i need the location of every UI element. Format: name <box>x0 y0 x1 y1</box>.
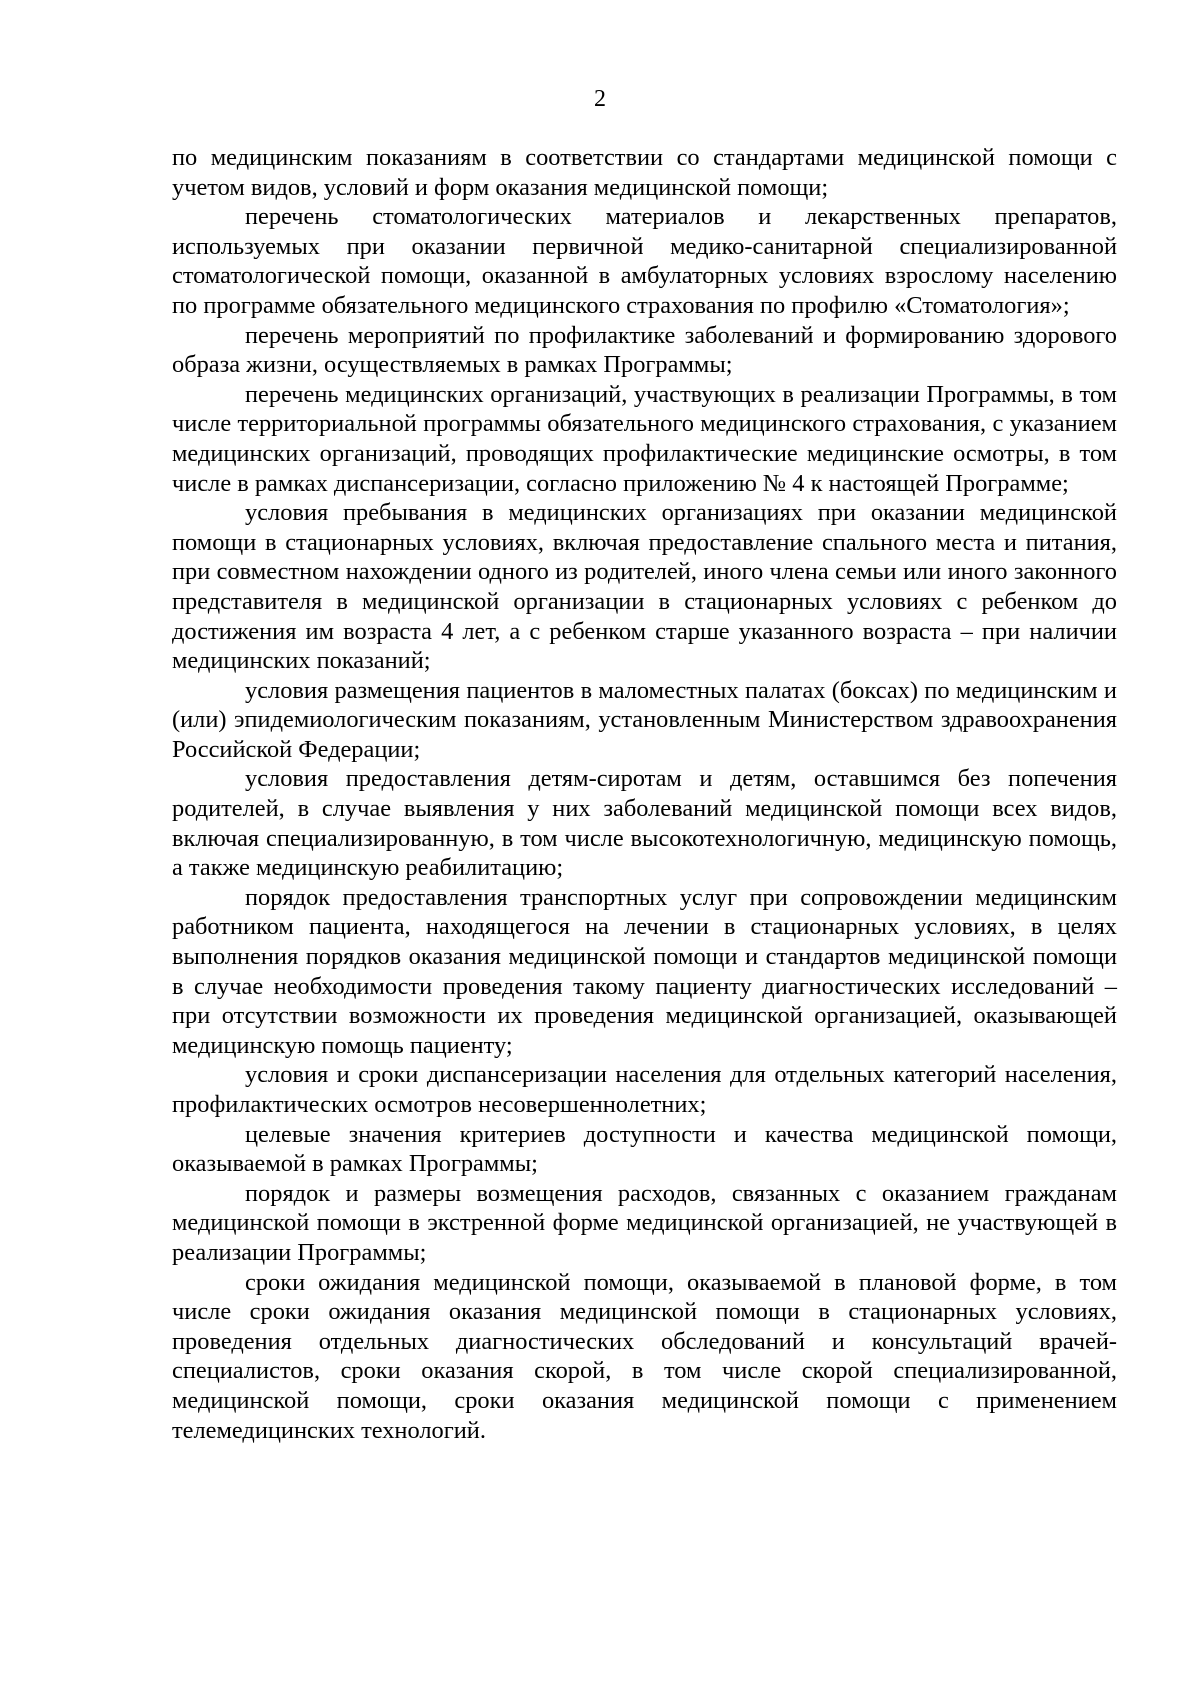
paragraph-hospital-stay-conditions: условия пребывания в медицинских организациях при оказании медицинской помощи в стационарных условиях, включая предоставление спального места и питания, при совместном нахождении одного из родителей, иного члена семьи или иного законного представителя в медицинской организации в стационарных условиях с ребенком до достижения им возраста 4 лет, а с ребенком старше указанного возраста – при наличии медицинских показаний; <box>172 499 1117 675</box>
paragraph-dispensary-terms: условия и сроки диспансеризации населения для отдельных категорий населения, профилактических осмотров несовершеннолетних; <box>172 1061 1117 1118</box>
paragraph-medical-organizations-list: перечень медицинских организаций, участвующих в реализации Программы, в том числе территориальной программы обязательного медицинского страхования, с указанием медицинских организаций, проводящих профилактические медицинские осмотры, в том числе в рамках диспансеризации, согласно приложению № 4 к настоящей Программе; <box>172 380 1117 497</box>
paragraph-waiting-times: сроки ожидания медицинской помощи, оказываемой в плановой форме, в том числе сроки ожидания оказания медицинской помощи в стационарных условиях, проведения отдельных диагностических обследований и консультаций врачей-специалистов, сроки оказания скорой, в том числе скорой специализированной, медицинской помощи, сроки оказания медицинской помощи с применением телемедицинских технологий. <box>172 1268 1117 1444</box>
paragraph-quality-criteria: целевые значения критериев доступности и качества медицинской помощи, оказываемой в рамках Программы; <box>172 1120 1117 1178</box>
paragraph-prevention-measures: перечень мероприятий по профилактике заболеваний и формированию здорового образа жизни, осуществляемых в рамках Программы; <box>172 321 1117 379</box>
page-number: 2 <box>594 86 606 112</box>
paragraph-transport-services: порядок предоставления транспортных услуг при сопровождении медицинским работником пациента, находящегося на лечении в стационарных условиях, в целях выполнения порядков оказания медицинской помощи и стандартов медицинской помощи в случае необходимости проведения такому пациенту диагностических исследований – при отсутствии возможности их проведения медицинской организацией, оказывающей медицинскую помощь пациенту; <box>172 883 1117 1059</box>
paragraph-small-ward-placement: условия размещения пациентов в маломестных палатах (боксах) по медицинским и (или) эпидемиологическим показаниям, установленным Министерством здравоохранения Российской Федерации; <box>172 676 1117 763</box>
paragraph-continuation: по медицинским показаниям в соответствии со стандартами медицинской помощи с учетом видов, условий и форм оказания медицинской помощи; <box>172 144 1117 201</box>
paragraph-expense-reimbursement: порядок и размеры возмещения расходов, связанных с оказанием гражданам медицинской помощи в экстренной форме медицинской организацией, не участвующей в реализации Программы; <box>172 1179 1117 1266</box>
paragraph-orphan-care-conditions: условия предоставления детям-сиротам и детям, оставшимся без попечения родителей, в случае выявления у них заболеваний медицинской помощи всех видов, включая специализированную, в том числе высокотехнологичную, медицинскую помощь, а также медицинскую реабилитацию; <box>172 765 1117 882</box>
paragraph-dental-materials-list: перечень стоматологических материалов и лекарственных препаратов, используемых при оказании первичной медико-санитарной специализированной стоматологической помощи, оказанной в амбулаторных условиях взрослому населению по программе обязательного медицинского страхования по профилю «Стоматология»; <box>172 203 1117 319</box>
document-body <box>172 143 1117 1445</box>
